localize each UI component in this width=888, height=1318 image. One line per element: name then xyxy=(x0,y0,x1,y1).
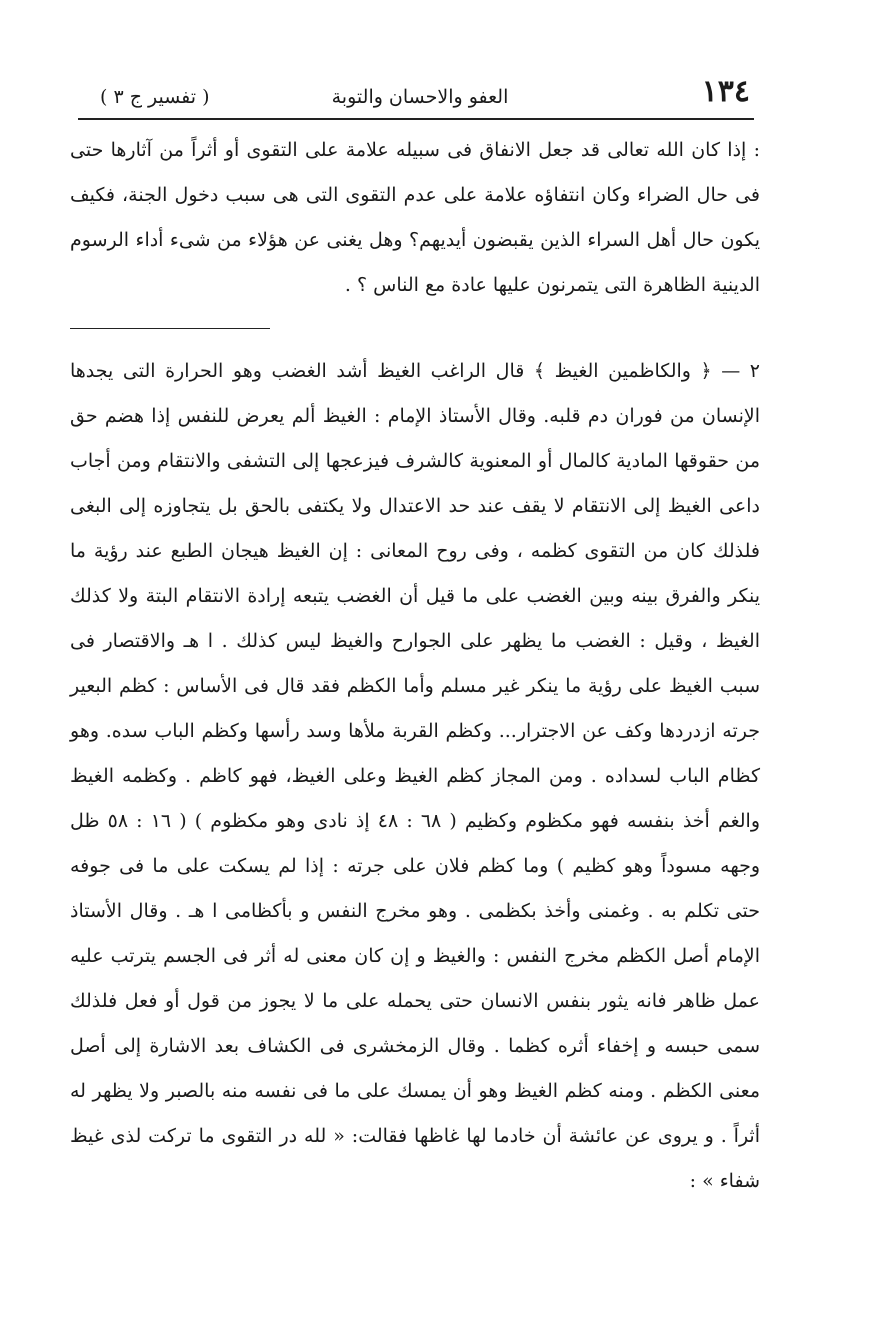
section-separator xyxy=(70,328,270,329)
body-text xyxy=(70,128,760,1204)
page-header xyxy=(90,72,750,116)
paragraph-2: ٢ — ﴿ والكاظمين الغيظ ﴾ قال الراغب الغيظ أشد الغضب وهو الحرارة التى يجدها الإنسان من فوران دم قلبه. وقال الأستاذ الإمام : الغيظ ألم يعرض للنفس إذا هضم حق من حقوقها المادية كالمال أو المعنوية كالشرف فيزعجها إلى التشفى والانتقام ومن أجاب داعى الغيظ إلى الانتقام لا يقف عند حد الاعتدال ولا يكتفى بالحق بل يتجاوزه إلى البغى فلذلك كان من التقوى كظمه ، وفى روح المعانى : إن الغيظ هيجان الطبع عند رؤية ما ينكر والفرق بينه وبين الغضب على ما قيل أن الغضب يتبعه إرادة الانتقام البتة ولا كذلك الغيظ ، وقيل : الغضب ما يظهر على الجوارح والغيظ ليس كذلك . ا هـ والاقتصار فى سبب الغيظ على رؤية ما ينكر غير مسلم وأما الكظم فقد قال فى الأساس : كظم البعير جرته ازدردها وكف عن الاجترار... وكظم القربة ملأها وسد رأسها وكظم الباب سده. وهو كظام الباب لسداده . ومن المجاز كظم الغيظ وعلى الغيظ، فهو كاظم . وكظمه الغيظ والغم أخذ بنفسه فهو مكظوم وكظيم ( ٦٨ : ٤٨ إذ نادى وهو مكظوم ) ( ١٦ : ٥٨ ظل وجهه مسوداً وهو كظيم ) وما كظم فلان على جرته : إذا لم يسكت على ما فى جوفه حتى تكلم به . وغمنى وأخذ بكظمى . وهو مخرج النفس و بأكظامى ا هـ . وقال الأستاذ الإمام أصل الكظم مخرج النفس : والغيظ و إن كان معنى له أثر فى الجسم يترتب عليه عمل ظاهر فانه يثور بنفس الانسان حتى يحمله على ما لا يجوز من قول أو فعل فلذلك سمى حبسه و إخفاء أثره كظما . وقال الزمخشرى فى الكشاف بعد الاشارة إلى أصل معنى الكظم . ومنه كظم الغيظ وهو أن يمسك على ما فى نفسه منه بالصبر ولا يظهر له أثراً . و يروى عن عائشة أن خادما لها غاظها فقالت: « لله در التقوى ما تركت لذى غيظ شفاء » : xyxy=(70,360,760,1192)
running-title: العفو والاحسان والتوبة xyxy=(331,86,509,108)
header-rule xyxy=(78,118,754,120)
page-number: ١٣٤ xyxy=(701,74,750,109)
volume-label: ( تفسير ج ٣ ) xyxy=(100,86,210,108)
paragraph-1: : إذا كان الله تعالى قد جعل الانفاق فى سبيله علامة على التقوى أو أثراً من آثارها حتى فى حال الضراء وكان انتفاؤه علامة على عدم التقوى التى هى سبب دخول الجنة، فكيف يكون حال أهل السراء الذين يقبضون أيديهم؟ وهل يغنى عن هؤلاء من شىء أداء الرسوم الدينية الظاهرة التى يتمرنون عليها عادة مع الناس ؟ . xyxy=(70,139,760,296)
